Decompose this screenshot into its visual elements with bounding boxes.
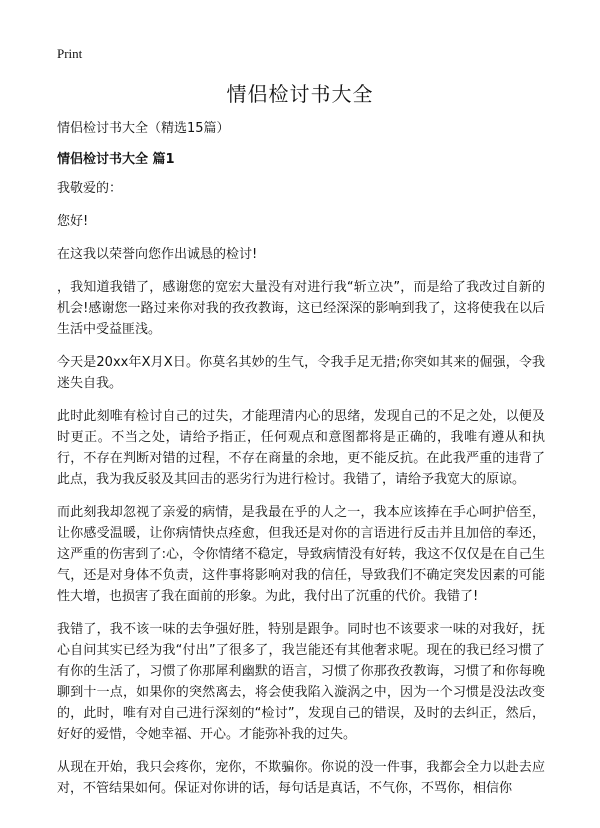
body-paragraph: 在这我以荣誉向您作出诚恳的检讨! [57,247,258,262]
body-paragraph: 我错了，我不该一味的去争强好胜，特别是跟争。同时也不该要求一味的对我好，抚心自问其实已经为我“付出”了很多了，我岂能还有其他奢求呢。现在的我已经习惯了有你的生活了，习惯了你那犀利幽默的语言，习惯了你那孜孜教诲，习惯了和你每晚聊到十一点，如果你的突然离去，将会使我陷入漩涡之中，因为一个习惯是没法改变的，此时，唯有对自己进行深刻的“检讨”，发现自己的错误，及时的去纠正，然后，好好的爱惜，令她幸福、开心。才能弥补我的过失。 [57,622,545,742]
salutation: 我敬爱的： [57,181,123,196]
print-link[interactable]: Print [57,46,83,61]
document-subtitle: 情侣检讨书大全（精选15篇） [57,121,230,136]
body-paragraph: ，我知道我错了，感谢您的宽宏大量没有对进行我“斩立决”，而是给了我改过自新的机会!感谢您一路过来你对我的孜孜教诲，这已经深深的影响到我了，这将使我在以后生活中受益匪浅。 [57,280,545,337]
body-paragraph: 从现在开始，我只会疼你，宠你，不欺骗你。你说的没一件事，我都会全力以赴去应对，不管结果如何。保证对你讲的话，每句话是真话，不气你，不骂你，相信你 [57,760,545,796]
document-body [57,118,545,811]
greeting: 您好! [57,214,89,229]
document-title: 情侣检讨书大全 [226,82,374,106]
body-paragraph: 此时此刻唯有检讨自己的过失，才能理清内心的思绪，发现自己的不足之处，以便及时更正。不当之处，请给予指正，任何观点和意图都将是正确的，我唯有遵从和执行，不存在判断对错的过程，不存在商量的余地，更不能反抗。在此我严重的违背了此点，我为我反驳及其回击的恶劣行为进行检讨。我错了，请给予我宽大的原谅。 [57,409,545,487]
section-heading: 情侣检讨书大全 篇1 [57,152,175,167]
body-paragraph: 而此刻我却忽视了亲爱的病情，是我最在乎的人之一，我本应该捧在手心呵护倍至，让你感受温暖，让你病情快点痊愈，但我还是对你的言语进行反击并且加倍的奉还，这严重的伤害到了:心，令你情绪不稳定，导致病情没有好转，我这不仅仅是在自己生气，还是对身体不负责，这件事将影响对我的信任，导致我们不确定突发因素的可能性大增，也损害了我在面前的形象。为此，我付出了沉重的代价。我错了! [57,505,545,604]
body-paragraph: 今天是20xx年X月X日。你莫名其妙的生气，令我手足无措;你突如其来的倔强，令我迷失自我。 [57,355,545,391]
